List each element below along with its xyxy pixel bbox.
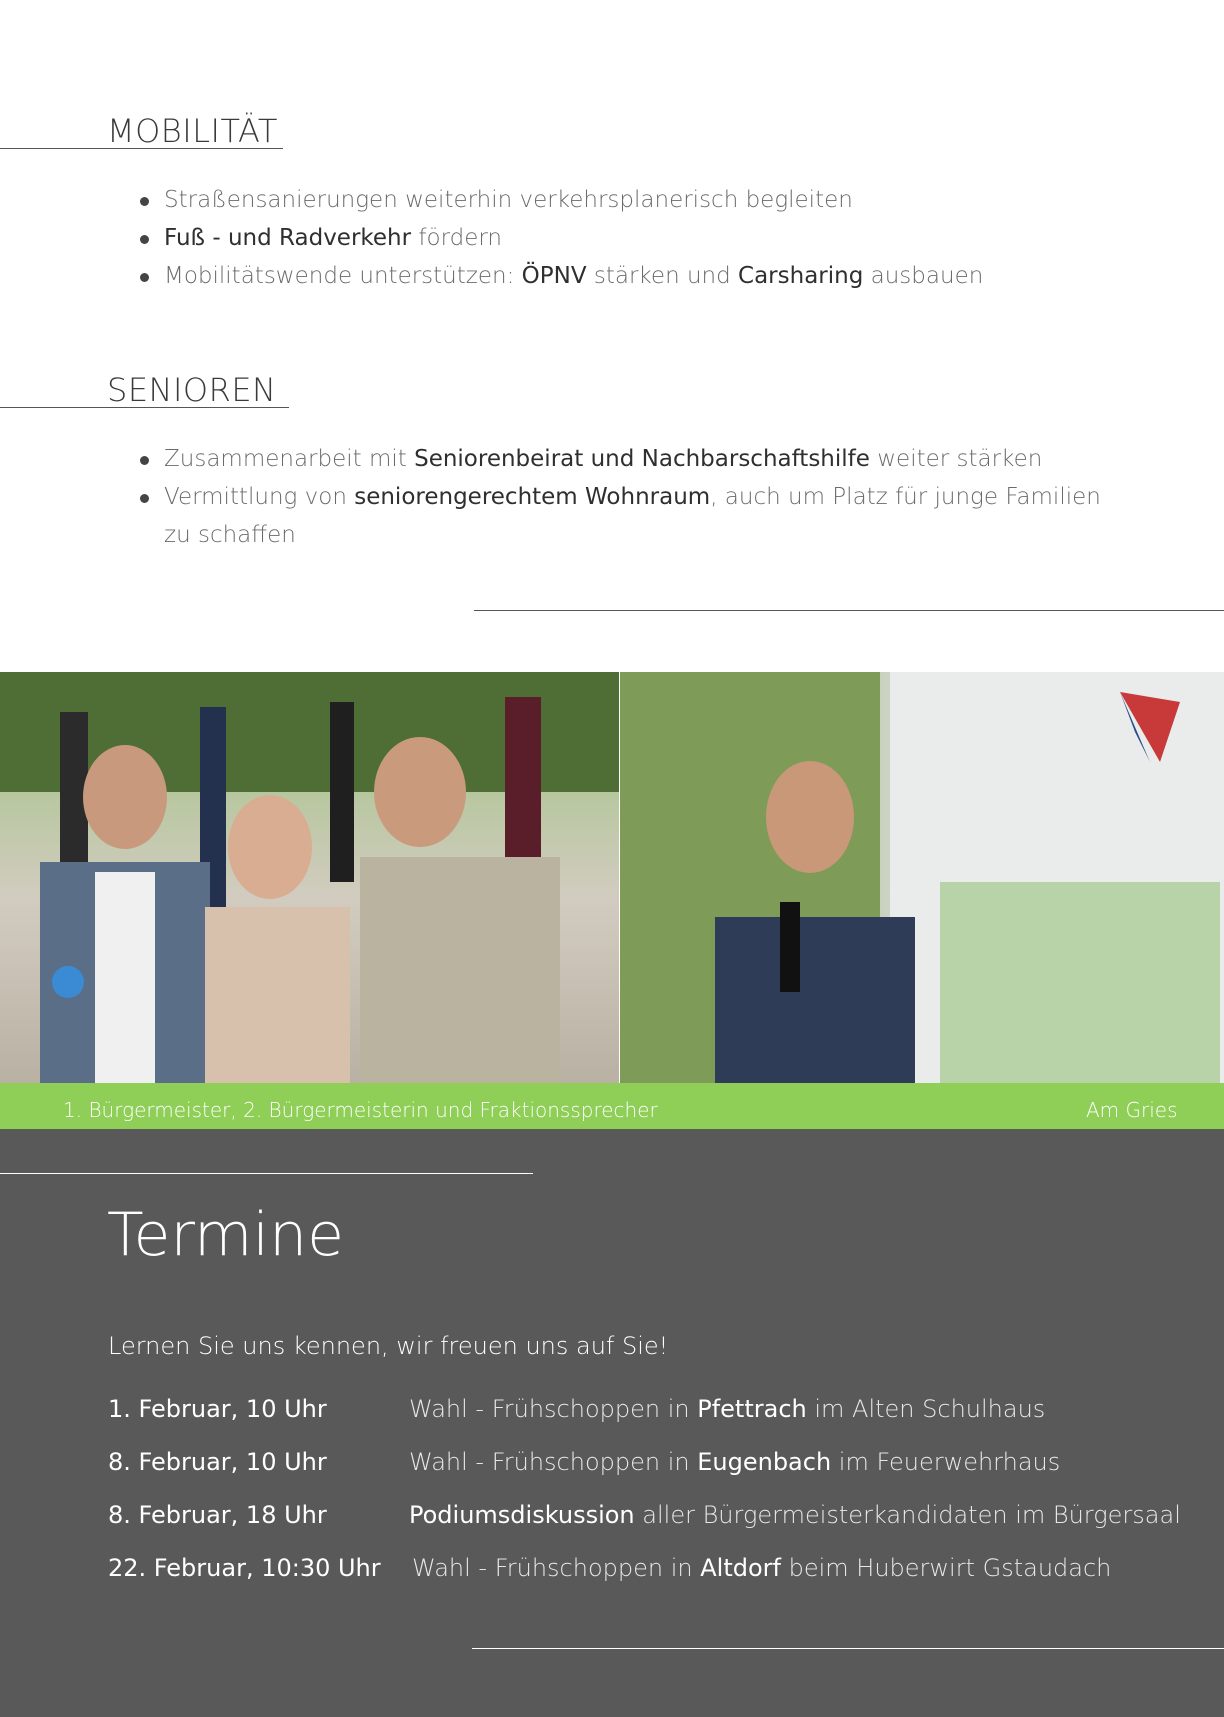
event-row [108, 1395, 1208, 1448]
mobilitaet-heading: MOBILITÄT [107, 112, 278, 150]
caption-right: Am Gries [1086, 1098, 1178, 1122]
body-text: Wahl - Frühschoppen in [412, 1554, 701, 1582]
body-text: stärken und [586, 263, 739, 289]
body-text: beim Huberwirt Gstaudach [780, 1554, 1112, 1582]
senioren-heading: SENIOREN [107, 371, 277, 409]
photo-speaker [620, 672, 1224, 1083]
emphasis-text: Eugenbach [697, 1448, 832, 1476]
event-description [409, 1395, 1045, 1423]
emphasis-text: Altdorf [700, 1554, 781, 1582]
body-text: Mobilitätswende unterstützen: [164, 263, 522, 289]
caption-left: 1. Bürgermeister, 2. Bürgermeisterin und Fraktionssprecher [63, 1098, 658, 1122]
emphasis-text: ÖPNV [521, 263, 587, 289]
body-text: Zusammenarbeit mit [164, 446, 415, 472]
senioren-list-item [140, 478, 1120, 554]
body-text: weiter stärken [869, 446, 1043, 472]
mobilitaet-list-item [140, 257, 1140, 295]
emphasis-text: seniorengerechtem Wohnraum [354, 484, 711, 510]
emphasis-text: Fuß - und Radverkehr [164, 225, 412, 251]
emphasis-text: Pfettrach [697, 1395, 807, 1423]
event-description [409, 1448, 1060, 1476]
body-text: ausbauen [863, 263, 984, 289]
body-text: aller Bürgermeisterkandidaten im Bürgersaal [634, 1501, 1181, 1529]
event-row [108, 1501, 1208, 1554]
event-date: 1. Februar, 10 Uhr [108, 1395, 327, 1423]
mobilitaet-list [140, 181, 1140, 295]
mobilitaet-list-item [140, 219, 1140, 257]
body-text: fördern [411, 225, 503, 251]
termine-bottom-rule [472, 1648, 1224, 1649]
event-row [108, 1554, 1208, 1607]
senioren-list [140, 440, 1120, 554]
event-description [409, 1501, 1181, 1529]
emphasis-text: Seniorenbeirat und Nachbarschaftshilfe [414, 446, 870, 472]
senioren-list-item [140, 440, 1120, 478]
emphasis-text: Podiumsdiskussion [409, 1501, 635, 1529]
divider-right [474, 610, 1224, 611]
termine-intro: Lernen Sie uns kennen, wir freuen uns auf Sie! [108, 1332, 669, 1360]
event-date: 8. Februar, 10 Uhr [108, 1448, 327, 1476]
emphasis-text: Carsharing [738, 263, 864, 289]
photo-group-portrait [0, 672, 619, 1083]
event-date: 8. Februar, 18 Uhr [108, 1501, 327, 1529]
termine-title: Termine [107, 1200, 345, 1270]
body-text: , auch um Platz für junge Familien zu schaffen [164, 484, 1101, 548]
body-text: Wahl - Frühschoppen in [409, 1395, 698, 1423]
event-row [108, 1448, 1208, 1501]
termine-top-rule [0, 1173, 533, 1174]
body-text: Straßensanierungen weiterhin verkehrsplanerisch begleiten [164, 187, 853, 213]
termine-event-list [108, 1395, 1208, 1607]
body-text: im Alten Schulhaus [806, 1395, 1046, 1423]
body-text: Wahl - Frühschoppen in [409, 1448, 698, 1476]
mobilitaet-list-item [140, 181, 1140, 219]
event-description [412, 1554, 1111, 1582]
body-text: Vermittlung von [164, 484, 355, 510]
event-date: 22. Februar, 10:30 Uhr [108, 1554, 381, 1582]
body-text: im Feuerwehrhaus [831, 1448, 1061, 1476]
